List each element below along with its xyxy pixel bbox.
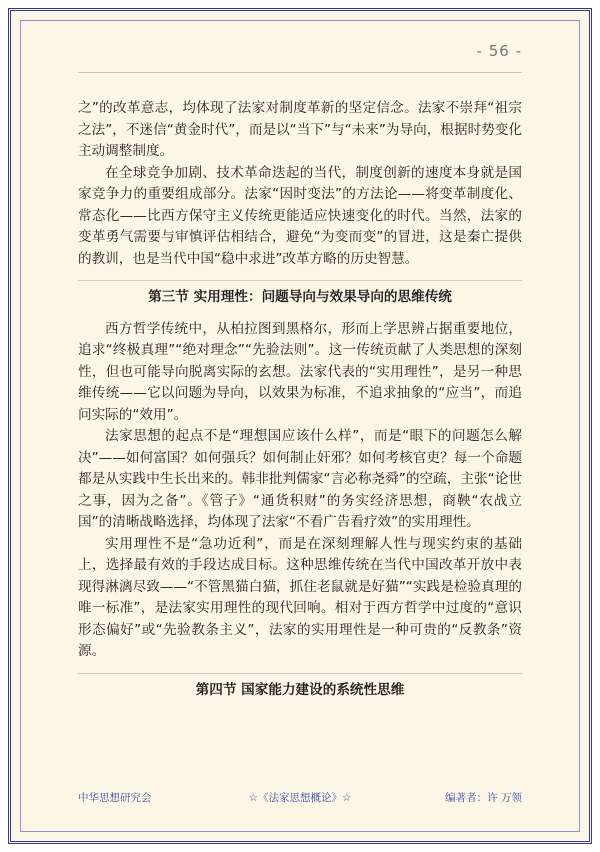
paragraph: 实用理性不是“急功近利”，而是在深刻理解人性与现实约束的基础上，选择最有效的手段达成目标。这种思维传统在当代中国改革开放中表现得淋漓尽致——“不管黑猫白猫，抓住老鼠就是好猫”“实践是检验真理的唯一标准”，是法家实用理性的现代回响。相对于西方哲学中过度的“意识形态偏好”或“先验教条主义”，法家的实用理性是一种可贵的“反教条”资源。 bbox=[78, 535, 522, 659]
paragraph-continued: 之”的改革意志，均体现了法家对制度革新的坚定信念。法家不崇拜“祖宗之法”，不迷信“黄金时代”，而是以“当下”与“未来”为导向，根据时势变化主动调整制度。 bbox=[78, 100, 522, 159]
section-3-title: 第三节 实用理性：问题导向与效果导向的思维传统 bbox=[78, 280, 522, 309]
section-4-title: 第四节 国家能力建设的系统性思维 bbox=[78, 673, 522, 702]
footer-organization: 中华思想研究会 bbox=[78, 792, 152, 804]
footer-book-title: ☆《法家思想概论》☆ bbox=[248, 792, 352, 804]
paragraph: 在全球竞争加剧、技术革命迭起的当代，制度创新的速度本身就是国家竞争力的重要组成部分。法家“因时变法”的方法论——将变革制度化、常态化——比西方保守主义传统更能适应快速变化的时代。当然，法家的变革勇气需要与审慎评估相结合，避免“为变而变”的冒进，这是秦亡提供的教训，也是当代中国“稳中求进”改革方略的历史智慧。 bbox=[78, 164, 522, 267]
paragraph: 法家思想的起点不是“理想国应该什么样”，而是“眼下的问题怎么解决”——如何富国？如何强兵？如何制止奸邪？如何考核官吏？每一个命题都是从实践中生长出来的。韩非批判儒家“言必称尧舜”的空疏，主张“论世之事，因为之备”。《管子》“通货积财”的务实经济思想，商鞅“农战立国”的清晰战略选择，均体现了法家“不看广告看疗效”的实用理性。 bbox=[78, 428, 522, 530]
page-number: - 56 - bbox=[476, 42, 522, 60]
footer-author: 编著者：许 万领 bbox=[445, 792, 522, 804]
header-divider bbox=[78, 72, 522, 73]
page-content bbox=[78, 98, 522, 711]
paragraph: 西方哲学传统中，从柏拉图到黑格尔，形而上学思辨占据重要地位，追求“终极真理”“绝对理念”“先验法则”。这一传统贡献了人类思想的深刻性，但也可能导向脱离实际的玄想。法家代表的“实用理性”，是另一种思维传统——它以问题为导向，以效果为标准，不追求抽象的“应当”，而追问实际的“效用”。 bbox=[78, 320, 522, 423]
